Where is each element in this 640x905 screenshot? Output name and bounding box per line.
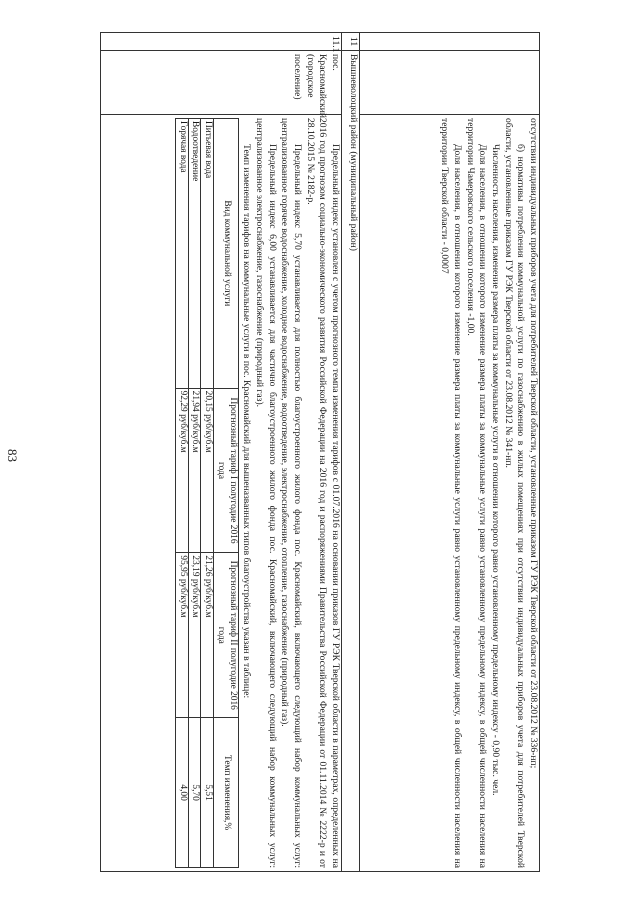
tariff-cell-h2: 23,19 руб/куб.м xyxy=(188,553,201,718)
tariff-cell-h2: 95,95 руб/куб.м xyxy=(176,553,189,718)
tariff-table-header-row xyxy=(214,119,239,868)
section-11-1-paragraph: Предельный индекс установлен с учетом прогнозного темпа изменения тарифов с 01.07.2016 на основании приказов ГУ РЭК Тверской области в параметрах, определенных на 2016 год прогнозом социально-экономического развития Российской Федерации на 2016 год и распоряжениями Правительства Российской Федерации от 01.11.2014 № 2222-р и от 28.10.2015 № 2182-р. xyxy=(304,118,341,868)
tariff-table-row xyxy=(176,119,189,868)
page-number: 83 xyxy=(5,449,20,462)
main-table xyxy=(100,32,540,872)
section-11-row xyxy=(342,33,360,872)
tariff-cell-h1: 20,15 руб/куб.м xyxy=(201,388,214,553)
tariff-table xyxy=(175,118,239,868)
section-11-num: 11 xyxy=(342,33,360,51)
section-10-paragraph: Доля населения, в отношении которого изменение размера платы за коммунальные услуги равно установленному предельному индексу, в общей численности населения на территории Чамеровского сельского поселения -1,00. xyxy=(464,118,489,868)
tariff-table-header: Прогнозный тариф II полугодие 2016 года xyxy=(214,553,239,718)
section-10-paragraph: отсутствии индивидуальных приборов учета для потребителей Тверской области, установленные приказом ГУ РЭК Тверской области от 23.08.2012 № 336-нп; xyxy=(528,118,539,769)
tariff-cell-h1: 92,29 руб/куб.м xyxy=(176,388,189,553)
section-10-row xyxy=(360,33,540,872)
section-11-1-place: пос. Красномайский (городское поселение) xyxy=(101,51,342,115)
tariff-table-row xyxy=(201,119,214,868)
section-11-title: Вышневолоцкий район (муниципальный район) xyxy=(342,51,360,872)
tariff-cell-service: Горячая вода xyxy=(176,119,189,389)
section-10-text-cell xyxy=(360,115,540,872)
section-10-num-cell xyxy=(360,33,540,51)
tariff-table-header: Темп изменения,% xyxy=(214,718,239,868)
tariff-cell-h2: 21,26 руб/куб.м xyxy=(201,553,214,718)
tariff-table-header: Вид коммунальной услуги xyxy=(214,119,239,389)
section-10-paragraph: Доля населения, в отношении которого изменение размера платы за коммунальные услуги равно установленному предельному индексу, в общей численности населения на территории Тверской области - 0,0007 xyxy=(439,118,464,868)
section-10-paragraph: Численность населения, изменение размера платы за коммунальные услуги в отношении которого равно установленному предельному индексу - 0,90 тыс. чел. xyxy=(490,144,502,796)
section-11-1-paragraph: Предельный индекс 5,70 устанавливается для полностью благоустроенного жилого фонда пос. Красномайский, включающего следующий набор коммунальных услуг: централизованное горячее водоснабжение, холодное водоснабжение, водоотведение, электроснабжение, отопление, газоснабжение (природный газ). xyxy=(279,118,304,868)
rotated-page-content xyxy=(100,32,540,872)
section-11-1-num: 11.1 xyxy=(101,33,342,51)
section-10-paragraph: б) нормативы потребления коммунальной услуги по газоснабжению в жилых помещениях при отсутствии индивидуальных приборов учета для потребителей Тверской области, установленные приказом ГУ РЭК Тверской области от 23.08.2012 № 341-нп. xyxy=(502,118,527,868)
section-11-1-paragraph: Предельный индекс 6,00 устанавливается для частично благоустроенного жилого фонда пос. Красномайский, включающего следующий набор коммунальных услуг: централизованное электроснабжение, газоснабжение (природный газ). xyxy=(254,118,278,868)
tariff-cell-service: Водоотведение xyxy=(188,119,201,389)
tariff-table-row xyxy=(188,119,201,868)
tariff-cell-service: Питьевая вода xyxy=(201,119,214,389)
tariff-cell-h1: 21,94 руб/куб.м xyxy=(188,388,201,553)
section-11-1-row xyxy=(101,33,342,872)
tariff-cell-rate: 4,00 xyxy=(176,718,189,868)
section-11-1-text-cell xyxy=(101,115,342,872)
tariff-cell-rate: 5,51 xyxy=(201,718,214,868)
section-11-1-paragraph: Темп изменения тарифов на коммунальные услуги в пос. Красномайский для вышеназванных типов благоустройства указан в таблице: xyxy=(241,144,253,699)
tariff-table-header: Прогнозный тариф I полугодие 2016 года xyxy=(214,388,239,553)
section-10-place-cell xyxy=(360,51,540,115)
tariff-cell-rate: 5,70 xyxy=(188,718,201,868)
